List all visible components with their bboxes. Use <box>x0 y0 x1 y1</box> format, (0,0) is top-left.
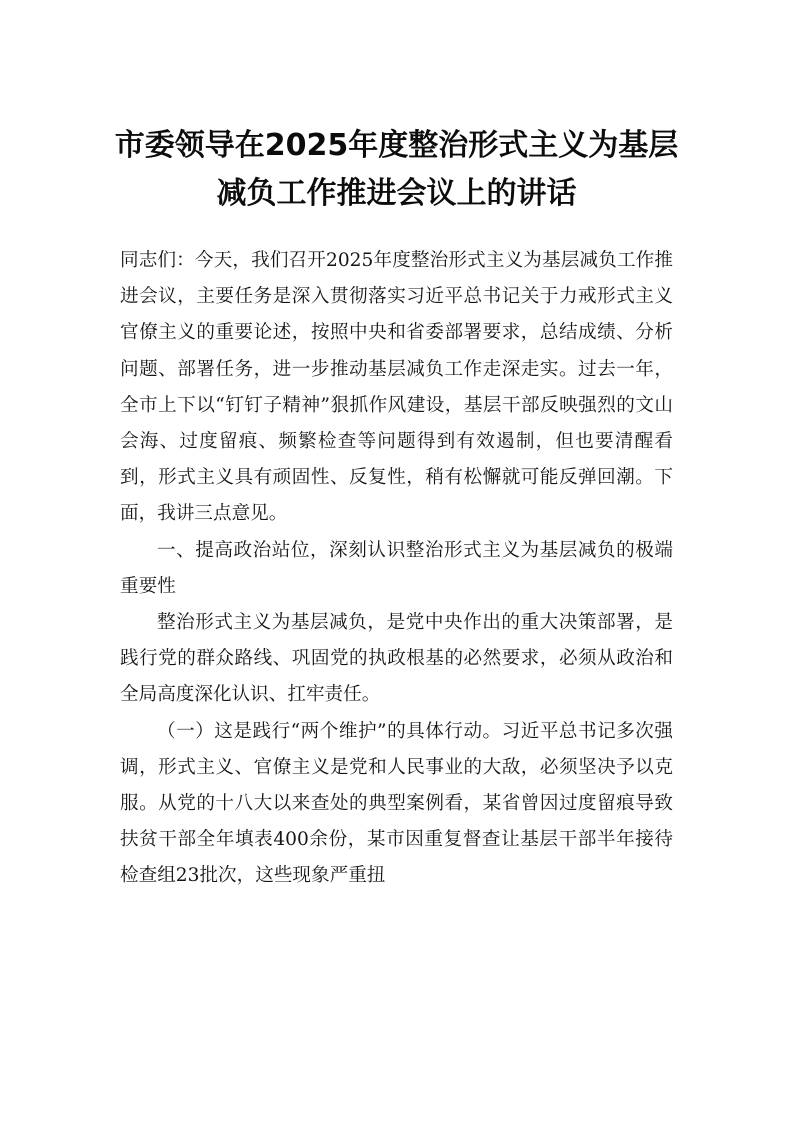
title-line-1: 市委领导在2025年度整治形式主义为基层 <box>114 128 679 163</box>
document-body <box>120 243 673 895</box>
paragraph-opening: 同志们：今天，我们召开2025年度整治形式主义为基层减负工作推进会议，主要任务是深入贯彻落实习近平总书记关于力戒形式主义官僚主义的重要论述，按照中央和省委部署要求，总结成绩、分析问题、部署任务，进一步推动基层减负工作走深走实。过去一年，全市上下以“钉钉子精神”狠抓作风建设，基层干部反映强烈的文山会海、过度留痕、频繁检查等问题得到有效遏制，但也要清醒看到，形式主义具有顽固性、反复性，稍有松懈就可能反弹回潮。下面，我讲三点意见。 <box>120 250 673 525</box>
paragraph-section-1-intro: 整治形式主义为基层减负，是党中央作出的重大决策部署，是践行党的群众路线、巩固党的执政根基的必然要求，必须从政治和全局高度深化认识、扛牢责任。 <box>120 612 673 706</box>
section-heading-1: 一、提高政治站位，深刻认识整治形式主义为基层减负的极端重要性 <box>120 539 673 597</box>
document-title <box>100 122 693 218</box>
paragraph-subsection-1: （一）这是践行“两个维护”的具体行动。习近平总书记多次强调，形式主义、官僚主义是党和人民事业的大敌，必须坚决予以克服。从党的十八大以来查处的典型案例看，某省曾因过度留痕导致扶贫干部全年填表400余份，某市因重复督查让基层干部半年接待检查组23批次，这些现象严重扭 <box>120 720 673 887</box>
title-line-2: 减负工作推进会议上的讲话 <box>216 176 577 211</box>
